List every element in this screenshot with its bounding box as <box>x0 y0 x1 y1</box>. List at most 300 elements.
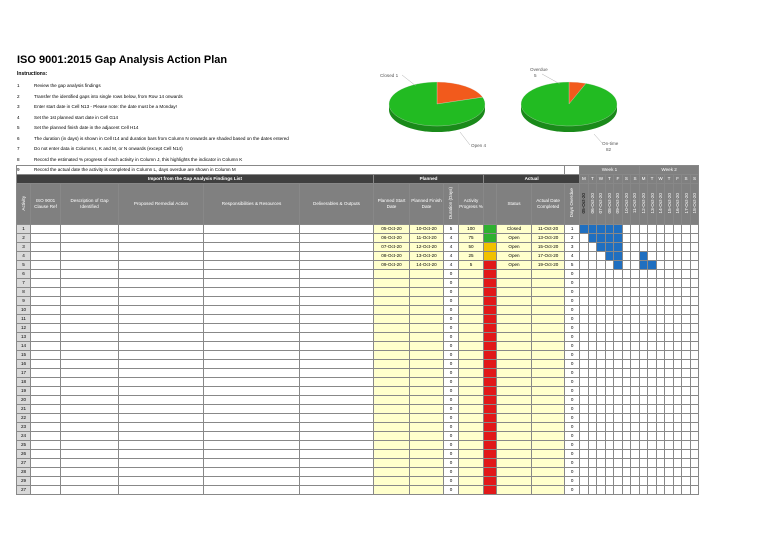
description-cell[interactable] <box>61 351 119 360</box>
clause-cell[interactable] <box>31 306 61 315</box>
duration-cell: 0 <box>444 288 459 297</box>
description-cell[interactable] <box>61 486 119 495</box>
completed-cell[interactable] <box>532 396 565 405</box>
completed-cell[interactable] <box>532 324 565 333</box>
deliverables-cell[interactable] <box>300 279 374 288</box>
clause-cell[interactable] <box>31 387 61 396</box>
deliverables-cell[interactable] <box>300 450 374 459</box>
deliverables-cell[interactable] <box>300 360 374 369</box>
description-cell[interactable] <box>61 315 119 324</box>
description-cell[interactable] <box>61 441 119 450</box>
deliverables-cell[interactable] <box>300 468 374 477</box>
deliverables-cell[interactable] <box>300 396 374 405</box>
description-cell[interactable] <box>61 306 119 315</box>
progress-cell[interactable] <box>459 441 484 450</box>
planned-finish-cell[interactable]: 14-Oct-20 <box>410 261 444 270</box>
planned-finish-cell[interactable] <box>410 387 444 396</box>
clause-cell[interactable] <box>31 261 61 270</box>
description-cell[interactable] <box>61 450 119 459</box>
gantt-cell <box>639 243 648 252</box>
planned-finish-cell[interactable] <box>410 450 444 459</box>
completed-cell[interactable] <box>532 288 565 297</box>
remedial-cell[interactable] <box>119 432 204 441</box>
deliverables-cell[interactable] <box>300 441 374 450</box>
completed-cell[interactable]: 11-Oct-20 <box>532 225 565 234</box>
planned-start-cell[interactable]: 05-Oct-20 <box>374 225 410 234</box>
remedial-cell[interactable] <box>119 315 204 324</box>
progress-cell[interactable] <box>459 351 484 360</box>
planned-finish-cell[interactable] <box>410 477 444 486</box>
planned-finish-cell[interactable] <box>410 468 444 477</box>
remedial-cell[interactable] <box>119 387 204 396</box>
completed-cell[interactable] <box>532 441 565 450</box>
planned-start-cell[interactable] <box>374 414 410 423</box>
remedial-cell[interactable] <box>119 477 204 486</box>
planned-finish-cell[interactable] <box>410 369 444 378</box>
progress-cell[interactable] <box>459 270 484 279</box>
planned-finish-cell[interactable] <box>410 297 444 306</box>
gantt-cell <box>639 441 648 450</box>
responsibilities-cell[interactable] <box>204 441 300 450</box>
responsibilities-cell[interactable] <box>204 315 300 324</box>
gantt-cell <box>682 324 691 333</box>
responsibilities-cell[interactable] <box>204 423 300 432</box>
remedial-cell[interactable] <box>119 324 204 333</box>
description-cell[interactable] <box>61 342 119 351</box>
remedial-cell[interactable] <box>119 270 204 279</box>
completed-cell[interactable] <box>532 369 565 378</box>
remedial-cell[interactable] <box>119 396 204 405</box>
planned-start-cell[interactable] <box>374 423 410 432</box>
planned-start-cell[interactable] <box>374 477 410 486</box>
day-letter: T <box>665 175 674 184</box>
deliverables-cell[interactable] <box>300 369 374 378</box>
remedial-cell[interactable] <box>119 360 204 369</box>
progress-cell[interactable] <box>459 477 484 486</box>
remedial-cell[interactable] <box>119 450 204 459</box>
progress-cell[interactable] <box>459 306 484 315</box>
clause-cell[interactable] <box>31 288 61 297</box>
completed-cell[interactable]: 13-Oct-20 <box>532 234 565 243</box>
completed-cell[interactable] <box>532 459 565 468</box>
responsibilities-cell[interactable] <box>204 261 300 270</box>
remedial-cell[interactable] <box>119 288 204 297</box>
planned-finish-cell[interactable]: 13-Oct-20 <box>410 252 444 261</box>
planned-finish-cell[interactable] <box>410 423 444 432</box>
clause-cell[interactable] <box>31 234 61 243</box>
planned-start-cell[interactable] <box>374 324 410 333</box>
remedial-cell[interactable] <box>119 351 204 360</box>
planned-start-cell[interactable] <box>374 333 410 342</box>
remedial-cell[interactable] <box>119 486 204 495</box>
deliverables-cell[interactable] <box>300 315 374 324</box>
progress-cell[interactable] <box>459 369 484 378</box>
planned-finish-cell[interactable]: 12-Oct-20 <box>410 243 444 252</box>
gantt-cell <box>639 261 648 270</box>
responsibilities-cell[interactable] <box>204 270 300 279</box>
planned-finish-cell[interactable] <box>410 414 444 423</box>
description-cell[interactable] <box>61 387 119 396</box>
activity-number: 3 <box>17 243 31 252</box>
progress-cell[interactable] <box>459 432 484 441</box>
clause-cell[interactable] <box>31 405 61 414</box>
clause-cell[interactable] <box>31 315 61 324</box>
description-cell[interactable] <box>61 225 119 234</box>
gantt-cell <box>690 441 699 450</box>
completed-cell[interactable] <box>532 360 565 369</box>
planned-start-cell[interactable] <box>374 369 410 378</box>
clause-cell[interactable] <box>31 423 61 432</box>
deliverables-cell[interactable] <box>300 306 374 315</box>
clause-cell[interactable] <box>31 468 61 477</box>
clause-cell[interactable] <box>31 279 61 288</box>
planned-finish-cell[interactable] <box>410 396 444 405</box>
remedial-cell[interactable] <box>119 234 204 243</box>
deliverables-cell[interactable] <box>300 486 374 495</box>
planned-finish-cell[interactable] <box>410 279 444 288</box>
progress-cell[interactable] <box>459 486 484 495</box>
planned-start-cell[interactable] <box>374 360 410 369</box>
progress-cell[interactable]: 25 <box>459 252 484 261</box>
planned-start-cell[interactable] <box>374 450 410 459</box>
progress-cell[interactable] <box>459 360 484 369</box>
deliverables-cell[interactable] <box>300 234 374 243</box>
description-cell[interactable] <box>61 261 119 270</box>
deliverables-cell[interactable] <box>300 414 374 423</box>
clause-cell[interactable] <box>31 459 61 468</box>
deliverables-cell[interactable] <box>300 423 374 432</box>
clause-cell[interactable] <box>31 441 61 450</box>
clause-cell[interactable] <box>31 351 61 360</box>
planned-finish-cell[interactable]: 11-Oct-20 <box>410 234 444 243</box>
deliverables-cell[interactable] <box>300 405 374 414</box>
planned-start-cell[interactable]: 06-Oct-20 <box>374 234 410 243</box>
remedial-cell[interactable] <box>119 279 204 288</box>
completed-cell[interactable] <box>532 405 565 414</box>
clause-cell[interactable] <box>31 450 61 459</box>
planned-finish-cell[interactable] <box>410 342 444 351</box>
planned-finish-cell[interactable] <box>410 486 444 495</box>
planned-start-cell[interactable] <box>374 396 410 405</box>
planned-start-cell[interactable] <box>374 270 410 279</box>
responsibilities-cell[interactable] <box>204 396 300 405</box>
planned-start-cell[interactable] <box>374 315 410 324</box>
description-cell[interactable] <box>61 414 119 423</box>
description-cell[interactable] <box>61 270 119 279</box>
progress-cell[interactable] <box>459 315 484 324</box>
description-cell[interactable] <box>61 432 119 441</box>
date-header <box>631 184 640 225</box>
deliverables-cell[interactable] <box>300 297 374 306</box>
progress-cell[interactable] <box>459 297 484 306</box>
remedial-cell[interactable] <box>119 306 204 315</box>
completed-cell[interactable] <box>532 450 565 459</box>
responsibilities-cell[interactable] <box>204 477 300 486</box>
progress-cell[interactable] <box>459 405 484 414</box>
description-cell[interactable] <box>61 252 119 261</box>
clause-cell[interactable] <box>31 360 61 369</box>
completed-cell[interactable] <box>532 423 565 432</box>
responsibilities-cell[interactable] <box>204 360 300 369</box>
progress-cell[interactable] <box>459 378 484 387</box>
planned-start-cell[interactable]: 07-Oct-20 <box>374 243 410 252</box>
clause-cell[interactable] <box>31 225 61 234</box>
responsibilities-cell[interactable] <box>204 486 300 495</box>
planned-finish-cell[interactable] <box>410 378 444 387</box>
responsibilities-cell[interactable] <box>204 234 300 243</box>
planned-start-cell[interactable] <box>374 342 410 351</box>
remedial-cell[interactable] <box>119 297 204 306</box>
responsibilities-cell[interactable] <box>204 225 300 234</box>
remedial-cell[interactable] <box>119 459 204 468</box>
planned-finish-cell[interactable] <box>410 459 444 468</box>
instruction-number: 9 <box>17 167 20 172</box>
clause-cell[interactable] <box>31 252 61 261</box>
responsibilities-cell[interactable] <box>204 351 300 360</box>
planned-finish-cell[interactable] <box>410 270 444 279</box>
planned-finish-cell[interactable]: 10-Oct-20 <box>410 225 444 234</box>
deliverables-cell[interactable] <box>300 225 374 234</box>
gantt-cell <box>622 333 631 342</box>
gantt-cell <box>622 243 631 252</box>
responsibilities-cell[interactable] <box>204 324 300 333</box>
remedial-cell[interactable] <box>119 243 204 252</box>
planned-start-cell[interactable] <box>374 387 410 396</box>
gantt-cell <box>665 486 674 495</box>
completed-cell[interactable]: 19-Oct-20 <box>532 261 565 270</box>
completed-cell[interactable] <box>532 414 565 423</box>
planned-start-cell[interactable] <box>374 297 410 306</box>
responsibilities-cell[interactable] <box>204 432 300 441</box>
responsibilities-cell[interactable] <box>204 450 300 459</box>
progress-cell[interactable]: 50 <box>459 243 484 252</box>
progress-cell[interactable] <box>459 342 484 351</box>
gantt-cell <box>622 459 631 468</box>
completed-cell[interactable] <box>532 279 565 288</box>
description-cell[interactable] <box>61 378 119 387</box>
deliverables-cell[interactable] <box>300 243 374 252</box>
deliverables-cell[interactable] <box>300 261 374 270</box>
deliverables-cell[interactable] <box>300 252 374 261</box>
gantt-cell <box>631 297 640 306</box>
planned-start-cell[interactable] <box>374 378 410 387</box>
remedial-cell[interactable] <box>119 468 204 477</box>
description-cell[interactable] <box>61 423 119 432</box>
planned-finish-cell[interactable] <box>410 324 444 333</box>
clause-cell[interactable] <box>31 342 61 351</box>
planned-finish-cell[interactable] <box>410 351 444 360</box>
completed-cell[interactable] <box>532 306 565 315</box>
gantt-cell <box>690 333 699 342</box>
responsibilities-cell[interactable] <box>204 405 300 414</box>
description-cell[interactable] <box>61 279 119 288</box>
description-cell[interactable] <box>61 396 119 405</box>
progress-cell[interactable] <box>459 396 484 405</box>
remedial-cell[interactable] <box>119 261 204 270</box>
description-cell[interactable] <box>61 234 119 243</box>
progress-cell[interactable]: 5 <box>459 261 484 270</box>
completed-cell[interactable]: 15-Oct-20 <box>532 243 565 252</box>
deliverables-cell[interactable] <box>300 432 374 441</box>
overdue-cell: 4 <box>565 252 580 261</box>
description-cell[interactable] <box>61 333 119 342</box>
remedial-cell[interactable] <box>119 378 204 387</box>
responsibilities-cell[interactable] <box>204 333 300 342</box>
completed-cell[interactable] <box>532 468 565 477</box>
planned-start-cell[interactable] <box>374 351 410 360</box>
progress-cell[interactable] <box>459 333 484 342</box>
planned-finish-cell[interactable] <box>410 441 444 450</box>
description-cell[interactable] <box>61 477 119 486</box>
remedial-cell[interactable] <box>119 423 204 432</box>
progress-cell[interactable] <box>459 414 484 423</box>
progress-cell[interactable] <box>459 423 484 432</box>
gantt-cell <box>690 387 699 396</box>
clause-cell[interactable] <box>31 477 61 486</box>
responsibilities-cell[interactable] <box>204 468 300 477</box>
planned-start-cell[interactable] <box>374 405 410 414</box>
remedial-cell[interactable] <box>119 369 204 378</box>
deliverables-cell[interactable] <box>300 333 374 342</box>
gantt-cell <box>673 477 682 486</box>
progress-cell[interactable]: 100 <box>459 225 484 234</box>
completed-cell[interactable] <box>532 333 565 342</box>
remedial-cell[interactable] <box>119 414 204 423</box>
planned-finish-cell[interactable] <box>410 288 444 297</box>
gantt-cell <box>614 486 623 495</box>
gantt-cell <box>580 243 589 252</box>
gantt-cell <box>648 441 657 450</box>
planned-finish-cell[interactable] <box>410 405 444 414</box>
description-cell[interactable] <box>61 369 119 378</box>
responsibilities-cell[interactable] <box>204 279 300 288</box>
completed-cell[interactable] <box>532 342 565 351</box>
completed-cell[interactable] <box>532 351 565 360</box>
completed-cell[interactable] <box>532 297 565 306</box>
planned-start-cell[interactable] <box>374 486 410 495</box>
description-cell[interactable] <box>61 468 119 477</box>
gantt-cell <box>673 279 682 288</box>
gantt-cell <box>656 414 665 423</box>
progress-cell[interactable] <box>459 450 484 459</box>
responsibilities-cell[interactable] <box>204 369 300 378</box>
planned-start-cell[interactable] <box>374 288 410 297</box>
planned-start-cell[interactable] <box>374 432 410 441</box>
deliverables-cell[interactable] <box>300 351 374 360</box>
remedial-cell[interactable] <box>119 333 204 342</box>
planned-start-cell[interactable] <box>374 459 410 468</box>
description-cell[interactable] <box>61 324 119 333</box>
description-cell[interactable] <box>61 297 119 306</box>
description-cell[interactable] <box>61 243 119 252</box>
planned-start-cell[interactable] <box>374 306 410 315</box>
responsibilities-cell[interactable] <box>204 378 300 387</box>
description-cell[interactable] <box>61 405 119 414</box>
planned-start-cell[interactable] <box>374 441 410 450</box>
completed-cell[interactable] <box>532 270 565 279</box>
responsibilities-cell[interactable] <box>204 252 300 261</box>
deliverables-cell[interactable] <box>300 477 374 486</box>
planned-start-cell[interactable] <box>374 468 410 477</box>
completed-cell[interactable] <box>532 315 565 324</box>
remedial-cell[interactable] <box>119 405 204 414</box>
responsibilities-cell[interactable] <box>204 342 300 351</box>
table-row <box>17 450 699 459</box>
gantt-cell <box>622 351 631 360</box>
planned-finish-cell[interactable] <box>410 315 444 324</box>
completed-cell[interactable] <box>532 387 565 396</box>
planned-finish-cell[interactable] <box>410 306 444 315</box>
description-cell[interactable] <box>61 288 119 297</box>
progress-cell[interactable] <box>459 387 484 396</box>
completed-cell[interactable] <box>532 378 565 387</box>
clause-cell[interactable] <box>31 432 61 441</box>
responsibilities-cell[interactable] <box>204 243 300 252</box>
responsibilities-cell[interactable] <box>204 387 300 396</box>
deliverables-cell[interactable] <box>300 342 374 351</box>
responsibilities-cell[interactable] <box>204 297 300 306</box>
clause-cell[interactable] <box>31 486 61 495</box>
completed-cell[interactable] <box>532 432 565 441</box>
remedial-cell[interactable] <box>119 441 204 450</box>
responsibilities-cell[interactable] <box>204 288 300 297</box>
remedial-cell[interactable] <box>119 252 204 261</box>
gantt-cell <box>605 378 614 387</box>
completed-cell[interactable] <box>532 477 565 486</box>
remedial-cell[interactable] <box>119 225 204 234</box>
clause-cell[interactable] <box>31 378 61 387</box>
completed-cell[interactable] <box>532 486 565 495</box>
responsibilities-cell[interactable] <box>204 459 300 468</box>
clause-cell[interactable] <box>31 369 61 378</box>
planned-finish-cell[interactable] <box>410 432 444 441</box>
completed-cell[interactable]: 17-Oct-20 <box>532 252 565 261</box>
deliverables-cell[interactable] <box>300 378 374 387</box>
remedial-cell[interactable] <box>119 342 204 351</box>
planned-finish-cell[interactable] <box>410 333 444 342</box>
clause-cell[interactable] <box>31 396 61 405</box>
clause-cell[interactable] <box>31 324 61 333</box>
progress-cell[interactable] <box>459 279 484 288</box>
clause-cell[interactable] <box>31 243 61 252</box>
deliverables-cell[interactable] <box>300 288 374 297</box>
progress-cell[interactable]: 75 <box>459 234 484 243</box>
gantt-cell <box>656 423 665 432</box>
planned-finish-cell[interactable] <box>410 360 444 369</box>
planned-start-cell[interactable] <box>374 279 410 288</box>
gantt-cell <box>580 396 589 405</box>
responsibilities-cell[interactable] <box>204 306 300 315</box>
progress-cell[interactable] <box>459 459 484 468</box>
deliverables-cell[interactable] <box>300 459 374 468</box>
deliverables-cell[interactable] <box>300 324 374 333</box>
responsibilities-cell[interactable] <box>204 414 300 423</box>
progress-cell[interactable] <box>459 468 484 477</box>
planned-start-cell[interactable]: 09-Oct-20 <box>374 261 410 270</box>
deliverables-cell[interactable] <box>300 270 374 279</box>
clause-cell[interactable] <box>31 333 61 342</box>
progress-cell[interactable] <box>459 324 484 333</box>
progress-cell[interactable] <box>459 288 484 297</box>
deliverables-cell[interactable] <box>300 387 374 396</box>
gantt-cell <box>673 225 682 234</box>
planned-start-cell[interactable]: 08-Oct-20 <box>374 252 410 261</box>
clause-cell[interactable] <box>31 297 61 306</box>
clause-cell[interactable] <box>31 270 61 279</box>
description-cell[interactable] <box>61 459 119 468</box>
clause-cell[interactable] <box>31 414 61 423</box>
description-cell[interactable] <box>61 360 119 369</box>
